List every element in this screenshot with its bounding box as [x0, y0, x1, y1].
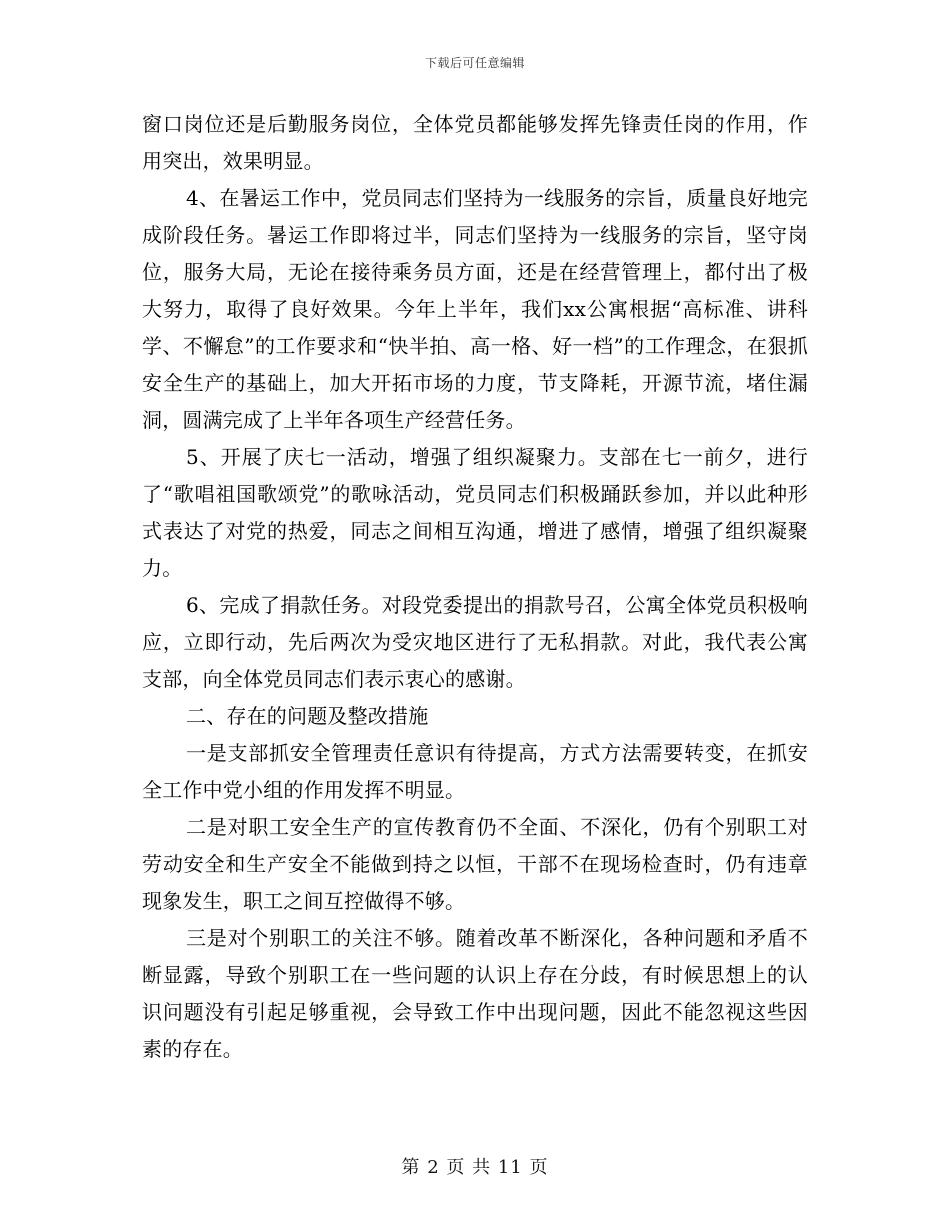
section-heading: 二、存在的问题及整改措施 — [186, 704, 429, 728]
document-body — [142, 106, 808, 1068]
page-number-footer: 第 2 页 共 11 页 — [401, 1157, 549, 1178]
paragraph: 窗口岗位还是后勤服务岗位，全体党员都能够发挥先锋责任岗的作用，作用突出，效果明显。 — [142, 112, 808, 173]
header-note: 下载后可任意编辑 — [424, 56, 525, 70]
paragraph: 一是支部抓安全管理责任意识有待提高，方式方法需要转变，在抓安全工作中党小组的作用发挥不明显。 — [142, 741, 808, 802]
paragraph: 5、开展了庆七一活动，增强了组织凝聚力。支部在七一前夕，进行了“歌唱祖国歌颂党”的歌咏活动，党员同志们积极踊跃参加，并以此种形式表达了对党的热爱，同志之间相互沟通，增进了感情，增强了组织凝聚力。 — [142, 445, 808, 580]
paragraph: 6、完成了捐款任务。对段党委提出的捐款号召，公寓全体党员积极响应，立即行动，先后两次为受灾地区进行了无私捐款。对此，我代表公寓支部，向全体党员同志们表示衷心的感谢。 — [142, 593, 808, 691]
paragraph: 三是对个别职工的关注不够。随着改革不断深化，各种问题和矛盾不断显露，导致个别职工在一些问题的认识上存在分歧，有时候思想上的认识问题没有引起足够重视，会导致工作中出现问题，因此不能忽视这些因素的存在。 — [142, 926, 808, 1061]
paragraph: 4、在暑运工作中，党员同志们坚持为一线服务的宗旨，质量良好地完成阶段任务。暑运工作即将过半，同志们坚持为一线服务的宗旨，坚守岗位，服务大局，无论在接待乘务员方面，还是在经营管理上，都付出了极大努力，取得了良好效果。今年上半年，我们xx公寓根据“高标准、讲科学、不懈怠”的工作要求和“快半拍、高一格、好一档”的工作理念，在狠抓安全生产的基础上，加大开拓市场的力度，节支降耗，开源节流，堵住漏洞，圆满完成了上半年各项生产经营任务。 — [142, 186, 808, 432]
paragraph: 二是对职工安全生产的宣传教育仍不全面、不深化，仍有个别职工对劳动安全和生产安全不能做到持之以恒，干部不在现场检查时，仍有违章现象发生，职工之间互控做得不够。 — [142, 815, 808, 913]
